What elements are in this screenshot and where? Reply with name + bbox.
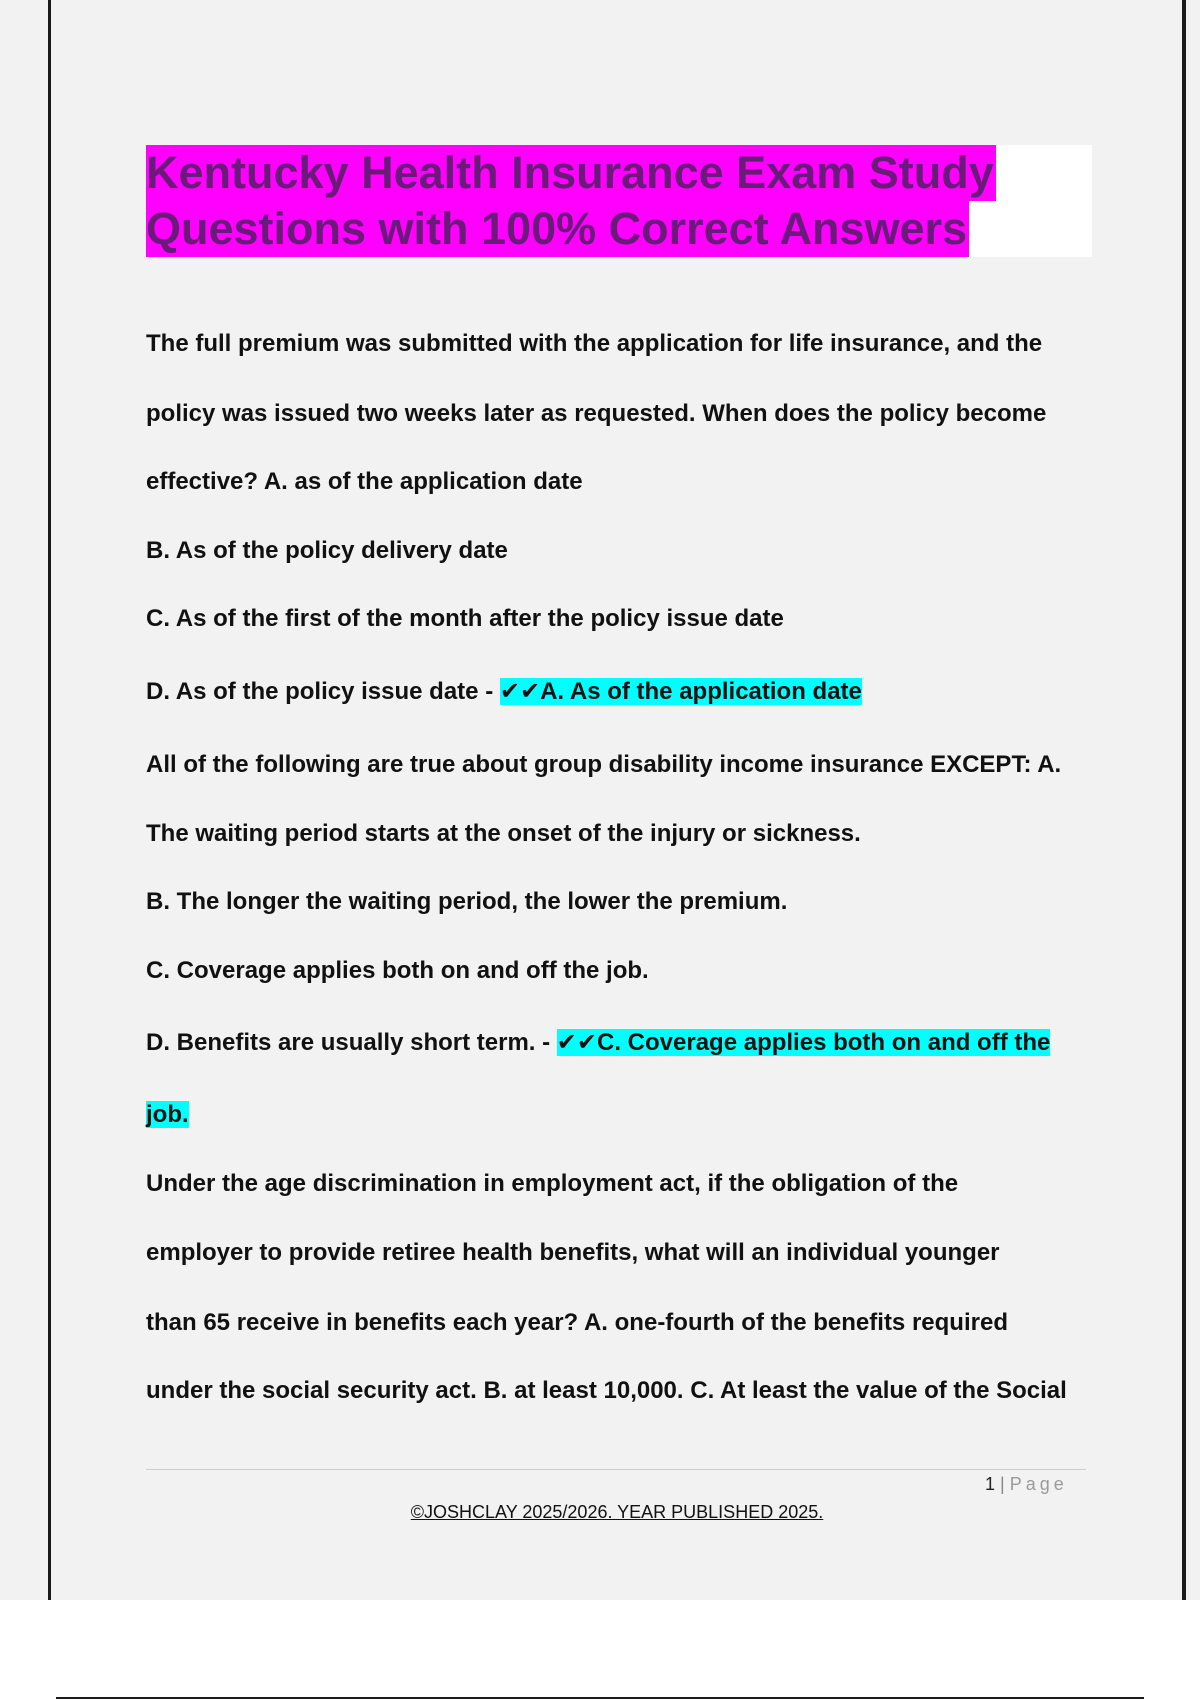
answer-continuation — [146, 1099, 189, 1131]
question-3-line-2: employer to provide retiree health benefits, what will an individual younger — [146, 1239, 1000, 1266]
option-d-text: D. Benefits are usually short term. - — [146, 1029, 557, 1056]
question-2-line-1: All of the following are true about group disability income insurance EXCEPT: A. — [146, 751, 1062, 778]
document-title-line-2: Questions with 100% Correct Answers — [146, 201, 969, 257]
question-1-option-d — [146, 676, 862, 708]
footer-divider — [146, 1469, 1086, 1470]
page-number-value: 1 — [985, 1474, 996, 1494]
question-1-option-c: C. As of the first of the month after the policy issue date — [146, 605, 784, 632]
answer-highlight-q2-cont: job. — [146, 1101, 189, 1128]
page-number — [985, 1474, 1068, 1495]
question-2-line-2: The waiting period starts at the onset of the injury or sickness. — [146, 820, 861, 847]
page-right-border — [1182, 0, 1186, 1600]
question-2-option-d — [146, 1027, 1050, 1059]
question-1-line-3: effective? A. as of the application date — [146, 468, 583, 495]
question-3-line-4: under the social security act. B. at least 10,000. C. At least the value of the Social — [146, 1377, 1067, 1404]
page-number-separator: | — [995, 1474, 1010, 1494]
answer-highlight-q2: ✔✔C. Coverage applies both on and off the — [556, 1029, 1051, 1056]
bottom-divider — [56, 1697, 1144, 1699]
question-1-option-b: B. As of the policy delivery date — [146, 537, 508, 564]
question-3-line-1: Under the age discrimination in employment act, if the obligation of the — [146, 1170, 959, 1197]
page-left-border — [48, 0, 51, 1600]
page-label: Page — [1009, 1474, 1068, 1494]
document-title-line-1: Kentucky Health Insurance Exam Study — [146, 145, 996, 201]
copyright-notice: ©JOSHCLAY 2025/2026. YEAR PUBLISHED 2025. — [410, 1502, 824, 1522]
question-1-line-2: policy was issued two weeks later as requested. When does the policy become — [146, 400, 1047, 427]
question-2-option-b: B. The longer the waiting period, the lower the premium. — [146, 888, 788, 915]
question-1-line-1: The full premium was submitted with the application for life insurance, and the — [146, 330, 1043, 357]
option-d-text: D. As of the policy issue date - — [146, 678, 500, 705]
question-2-option-c: C. Coverage applies both on and off the job. — [146, 957, 649, 984]
answer-highlight-q1: ✔✔A. As of the application date — [499, 678, 862, 705]
question-3-line-3: than 65 receive in benefits each year? A. one-fourth of the benefits required — [146, 1309, 1008, 1336]
